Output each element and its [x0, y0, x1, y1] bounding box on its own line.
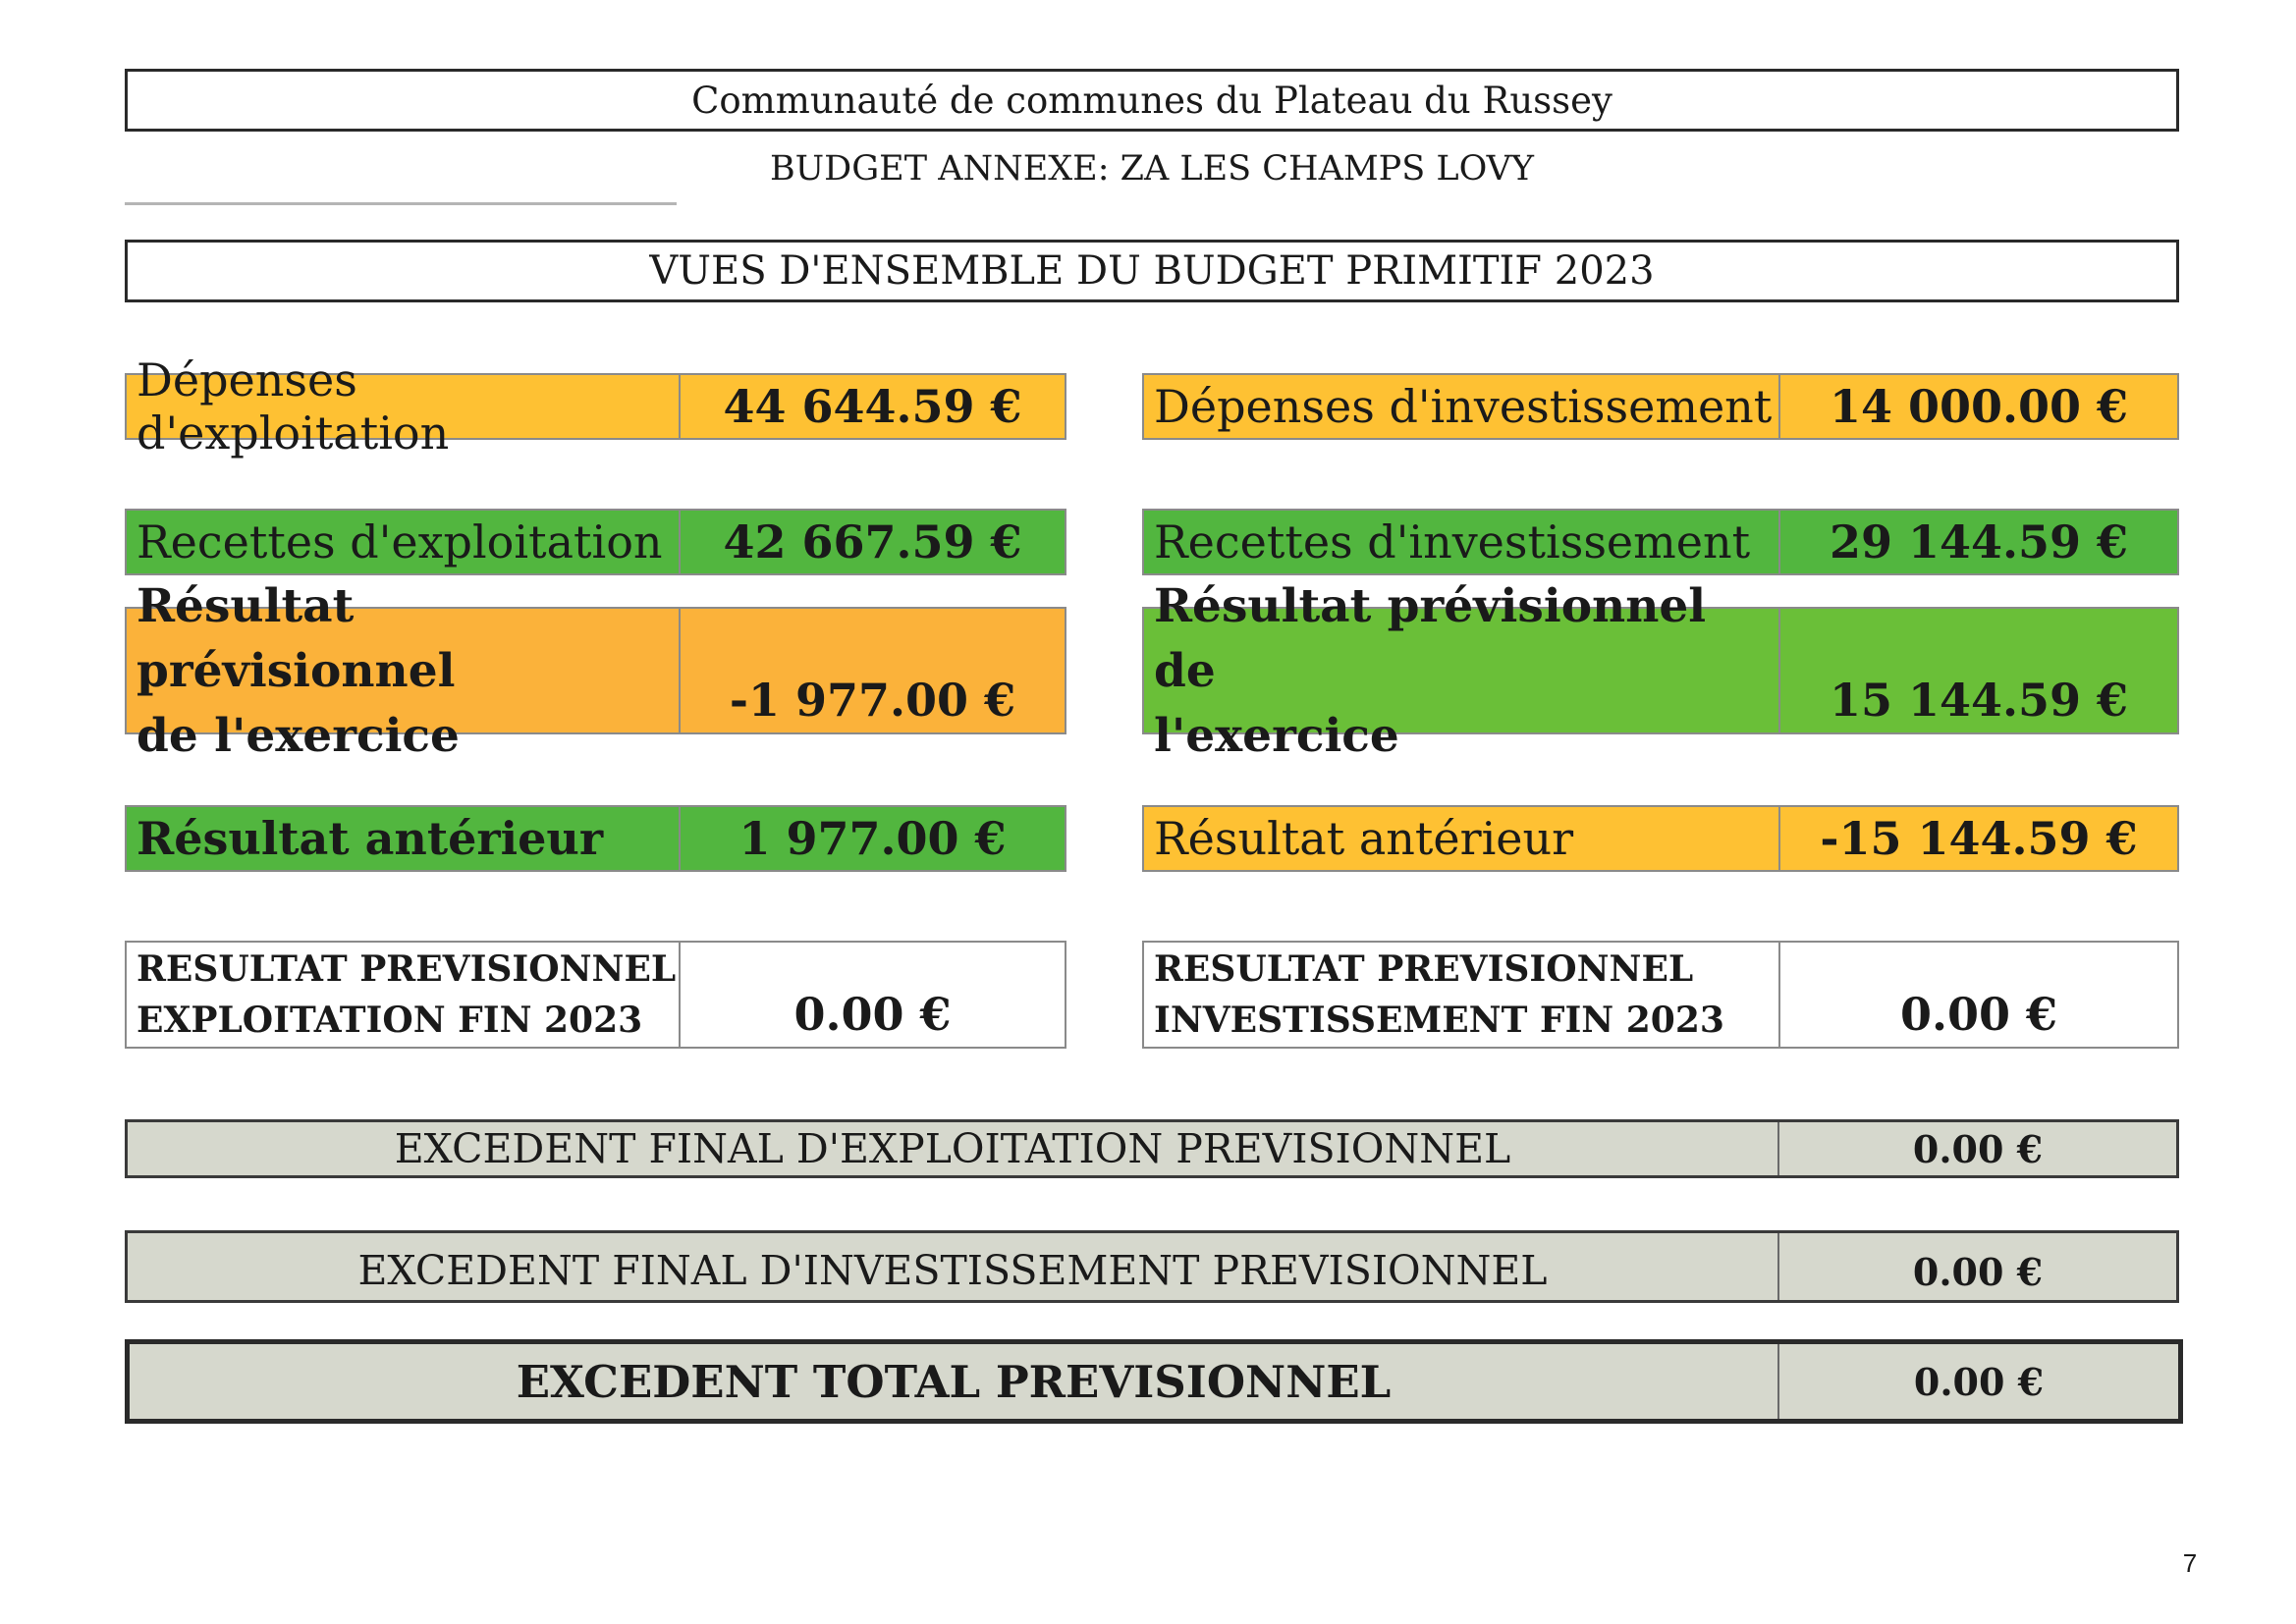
recettes-investissement-value: 29 144.59 € — [1829, 515, 2129, 568]
section-title-box — [125, 240, 2179, 302]
resultat-fin-exploitation-row — [125, 941, 1066, 1049]
resultat-exercice-exploitation-label-line2: de l'exercice — [137, 709, 460, 763]
divider-line — [125, 202, 677, 205]
resultat-anterieur-investissement-row — [1142, 805, 2179, 872]
resultat-fin-investissement-value: 0.00 € — [1899, 988, 2058, 1041]
section-title: VUES D'ENSEMBLE DU BUDGET PRIMITIF 2023 — [649, 248, 1655, 294]
resultat-anterieur-exploitation-value: 1 977.00 € — [738, 812, 1007, 865]
depenses-exploitation-row — [125, 353, 1066, 460]
excedent-total-value: 0.00 € — [1913, 1359, 2045, 1404]
recettes-investissement-row — [1142, 509, 2179, 575]
resultat-exercice-exploitation-label-line1: Résultat prévisionnel — [137, 579, 456, 698]
recettes-investissement-label: Recettes d'investissement — [1144, 511, 1780, 573]
excedent-investissement-value: 0.00 € — [1912, 1250, 2044, 1294]
budget-annexe-title — [125, 145, 2179, 192]
resultat-fin-investissement-label-line2: INVESTISSEMENT FIN 2023 — [1154, 1000, 1724, 1041]
resultat-anterieur-investissement-value: -15 144.59 € — [1820, 812, 2138, 865]
resultat-exercice-investissement-row — [1142, 579, 2179, 763]
resultat-fin-investissement-label — [1144, 943, 1780, 1047]
resultat-fin-investissement-row — [1142, 941, 2179, 1049]
recettes-exploitation-row — [125, 509, 1066, 575]
resultat-exercice-exploitation-row — [125, 579, 1066, 763]
resultat-fin-exploitation-label — [127, 943, 681, 1047]
depenses-exploitation-label: Dépenses d'exploitation — [127, 375, 681, 438]
organization-title-box — [125, 69, 2179, 132]
resultat-anterieur-exploitation-row — [125, 805, 1066, 872]
budget-annexe-text: BUDGET ANNEXE: ZA LES CHAMPS LOVY — [769, 149, 1535, 189]
depenses-exploitation-value: 44 644.59 € — [723, 380, 1022, 433]
resultat-exercice-investissement-label — [1144, 579, 1780, 763]
depenses-investissement-label: Dépenses d'investissement — [1144, 375, 1780, 438]
recettes-exploitation-label: Recettes d'exploitation — [127, 511, 681, 573]
resultat-fin-exploitation-label-line1: RESULTAT PREVISIONNEL — [137, 948, 677, 990]
resultat-fin-investissement-label-line1: RESULTAT PREVISIONNEL — [1154, 948, 1694, 990]
excedent-exploitation-label: EXCEDENT FINAL D'EXPLOITATION PREVISIONNEL — [128, 1122, 1779, 1175]
resultat-exercice-investissement-value: 15 144.59 € — [1829, 674, 2129, 727]
excedent-exploitation-row — [125, 1119, 2179, 1178]
excedent-total-label: EXCEDENT TOTAL PREVISIONNEL — [130, 1344, 1779, 1419]
resultat-exercice-exploitation-value: -1 977.00 € — [729, 674, 1016, 727]
excedent-investissement-label: EXCEDENT FINAL D'INVESTISSEMENT PREVISIONNEL — [128, 1233, 1779, 1300]
excedent-investissement-row — [125, 1230, 2179, 1303]
resultat-exercice-exploitation-label — [127, 579, 681, 763]
resultat-fin-exploitation-value: 0.00 € — [793, 988, 952, 1041]
excedent-total-row — [125, 1339, 2183, 1424]
depenses-investissement-value: 14 000.00 € — [1829, 380, 2129, 433]
resultat-anterieur-investissement-label: Résultat antérieur — [1144, 807, 1780, 870]
resultat-exercice-investissement-label-line1: Résultat prévisionnel de — [1154, 579, 1707, 698]
resultat-fin-exploitation-label-line2: EXPLOITATION FIN 2023 — [137, 1000, 643, 1041]
resultat-anterieur-exploitation-label: Résultat antérieur — [127, 807, 681, 870]
resultat-exercice-investissement-label-line2: l'exercice — [1154, 709, 1399, 763]
recettes-exploitation-value: 42 667.59 € — [723, 515, 1022, 568]
depenses-investissement-row — [1142, 373, 2179, 440]
excedent-exploitation-value: 0.00 € — [1912, 1126, 2044, 1171]
organization-title: Communauté de communes du Plateau du Russey — [691, 79, 1613, 122]
page-number: 7 — [2182, 1547, 2198, 1578]
